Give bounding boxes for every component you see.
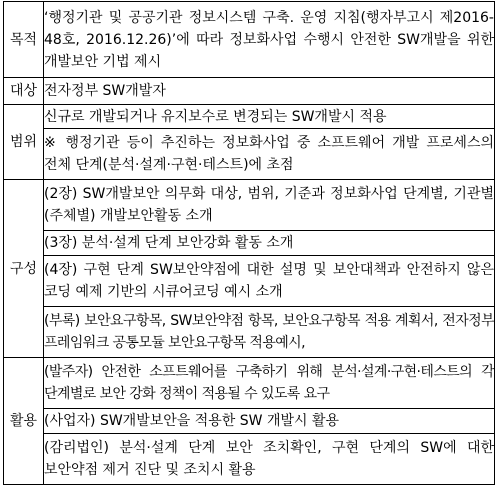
table-row-usage-contractor <box>4 409 495 434</box>
guideline-summary-table <box>3 1 495 485</box>
scope-item-1: 신규로 개발되거나 유지보수로 변경되는 SW개발시 적용 <box>44 105 495 129</box>
target-text: 전자정부 SW개발자 <box>44 78 495 105</box>
usage-item-client: (발주자) 안전한 소프트웨어를 구축하기 위해 분석·설계·구현·테스트의 각 단계별로 보안 강화 정책이 적용될 수 있도록 요구 <box>44 358 495 409</box>
row-label-target: 대상 <box>4 78 44 105</box>
table-row-scope <box>4 105 495 129</box>
table-row-composition-appendix <box>4 307 495 358</box>
table-row-usage <box>4 358 495 409</box>
row-label-usage: 활용 <box>4 358 44 485</box>
row-label-scope: 범위 <box>4 105 44 180</box>
composition-item-ch2: (2장) SW개발보안 의무화 대상, 범위, 기준과 정보화사업 단계별, 기관별(주체별) 개발보안활동 소개 <box>44 180 495 231</box>
row-label-purpose: 목적 <box>4 2 44 78</box>
table-row-target <box>4 78 495 105</box>
table-row-purpose <box>4 2 495 78</box>
usage-item-audit: (감리법인) 분석·설계 단계 보안 조치확인, 구현 단계의 SW에 대한 보안약점 제거 진단 및 조치시 활용 <box>44 434 495 485</box>
purpose-text: ‘행정기관 및 공공기관 정보시스템 구축. 운영 지침(행자부고시 제2016-48호, 2016.12.26)’에 따라 정보화사업 수행시 안전한 SW개발을 위한 개발보안 기법 제시 <box>44 2 495 78</box>
composition-item-ch3: (3장) 분석·설계 단계 보안강화 활동 소개 <box>44 231 495 256</box>
usage-item-contractor: (사업자) SW개발보안을 적용한 SW 개발시 활용 <box>44 409 495 434</box>
scope-item-2: ※ 행정기관 등이 추진하는 정보화사업 중 소프트웨어 개발 프로세스의 전체 단계(분석·설계·구현·테스트)에 초점 <box>44 129 495 180</box>
table-row-composition-ch4 <box>4 256 495 307</box>
composition-item-ch4: (4장) 구현 단계 SW보안약점에 대한 설명 및 보안대책과 안전하지 않은 코딩 예제 기반의 시큐어코딩 예시 소개 <box>44 256 495 307</box>
table-row-composition <box>4 180 495 231</box>
table-row-scope-cont <box>4 129 495 180</box>
row-label-composition: 구성 <box>4 180 44 358</box>
table-row-usage-audit <box>4 434 495 485</box>
composition-item-appendix: (부록) 보안요구항목, SW보안약점 항목, 보안요구항목 적용 계획서, 전자정부 프레임워크 공통모듈 보안요구항목 적용예시, <box>44 307 495 358</box>
table-row-composition-ch3 <box>4 231 495 256</box>
